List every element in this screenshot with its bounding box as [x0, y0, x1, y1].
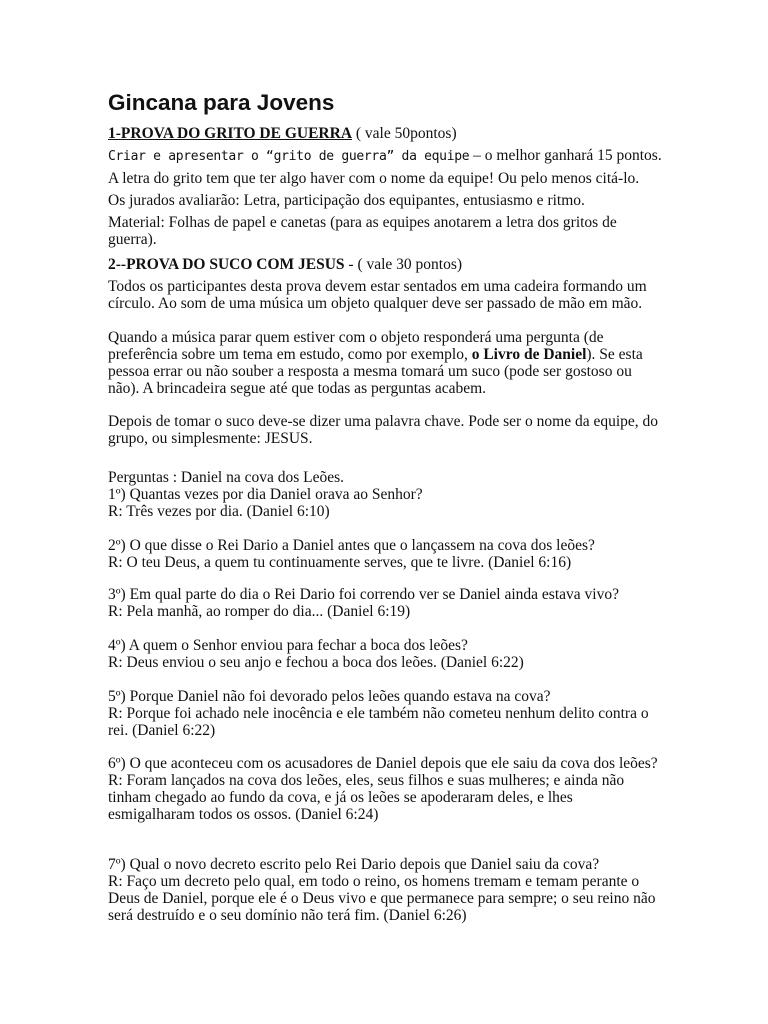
- section2-points: - ( vale 30 pontos): [344, 256, 463, 273]
- question-text: 4º) A quem o Senhor enviou para fechar a boca dos leões?: [108, 637, 468, 654]
- answer-text: R: Porque foi achado nele inocência e ele também não cometeu nenhum delito contra o rei. (Daniel 6:22): [108, 705, 649, 739]
- question-text: 3º) Em qual parte do dia o Rei Dario foi correndo ver se Daniel ainda estava vivo?: [108, 586, 619, 603]
- section1-heading-line: [108, 125, 663, 142]
- livro-de-daniel-bold: o Livro de Daniel: [471, 346, 587, 363]
- question-text: 1º) Quantas vezes por dia Daniel orava ao Senhor?: [108, 486, 423, 503]
- section2-paragraph-1: Todos os participantes desta prova devem estar sentados em uma cadeira formando um círculo. Ao som de uma música um objeto qualquer deve ser passado de mão em mão.: [108, 278, 647, 312]
- answer-text: R: Pela manhã, ao romper do dia... (Daniel 6:19): [108, 603, 411, 620]
- answer-text: R: O teu Deus, a quem tu continuamente serves, que te livre. (Daniel 6:16): [108, 554, 572, 571]
- question-6: [108, 755, 663, 823]
- section1-paragraph-2: A letra do grito tem que ter algo haver com o nome da equipe! Ou pelo menos citá-lo.: [108, 170, 640, 187]
- question-5: [108, 688, 663, 739]
- section2-paragraph-3: Depois de tomar o suco deve-se dizer uma palavra chave. Pode ser o nome da equipe, do grupo, ou simplesmente: JESUS.: [108, 413, 659, 447]
- answer-text: R: Três vezes por dia. (Daniel 6:10): [108, 503, 330, 520]
- answer-text: R: Deus enviou o seu anjo e fechou a boca dos leões. (Daniel 6:22): [108, 654, 524, 671]
- section2-heading-line: [108, 256, 663, 273]
- section2-p2-start: Quando a música parar quem estiver com o objeto responderá uma pergunta (de preferência sobre um tema em estudo, como por exemplo,: [108, 329, 604, 363]
- section1-line1-rest: – o melhor ganhará 15 pontos.: [469, 147, 662, 164]
- question-text: 7º) Qual o novo decreto escrito pelo Rei Dario depois que Daniel saiu da cova?: [108, 856, 600, 873]
- question-text: 5º) Porque Daniel não foi devorado pelos leões quando estava na cova?: [108, 688, 551, 705]
- question-3: [108, 586, 663, 620]
- section1-points: ( vale 50pontos): [352, 125, 457, 142]
- section2-heading: 2--PROVA DO SUCO COM JESUS: [108, 256, 345, 273]
- question-1: [108, 486, 663, 520]
- answer-text: R: Faço um decreto pelo qual, em todo o reino, os homens tremam e temam perante o Deus de Daniel, porque ele é o Deus vivo e que permanece para sempre; o seu reino não será destruído e o seu domínio não terá fim. (Daniel 6:26): [108, 873, 656, 924]
- question-7: [108, 856, 663, 924]
- perguntas-intro: Perguntas : Daniel na cova dos Leões.: [108, 469, 345, 486]
- question-text: 2º) O que disse o Rei Dario a Daniel antes que o lançassem na cova dos leões?: [108, 537, 595, 554]
- section2-p2-end: ). Se esta pessoa errar ou não souber a resposta a mesma tomará um suco (pode ser gostoso ou não). A brincadeira segue até que todas as perguntas acabem.: [108, 346, 643, 397]
- question-4: [108, 637, 663, 671]
- answer-text: R: Foram lançados na cova dos leões, eles, seus filhos e suas mulheres; e ainda não tinham chegado ao fundo da cova, e já os leões se apoderaram deles, e lhes esmigalharam todos os ossos. (Daniel 6:24): [108, 772, 625, 823]
- section1-script-text: Criar e apresentar o “grito de guerra” da equipe: [108, 149, 470, 164]
- section1-paragraph-1: [108, 147, 663, 165]
- section1-heading: 1-PROVA DO GRITO DE GUERRA: [108, 125, 353, 142]
- question-2: [108, 537, 663, 571]
- section1-paragraph-3: Os jurados avaliarão: Letra, participação dos equipantes, entusiasmo e ritmo.: [108, 192, 585, 209]
- section2-paragraph-2: [108, 329, 663, 397]
- document-title: Gincana para Jovens: [108, 90, 335, 115]
- section1-paragraph-4: Material: Folhas de papel e canetas (para as equipes anotarem a letra dos gritos de guerra).: [108, 214, 617, 248]
- question-text: 6º) O que aconteceu com os acusadores de Daniel depois que ele saiu da cova dos leões?: [108, 755, 658, 772]
